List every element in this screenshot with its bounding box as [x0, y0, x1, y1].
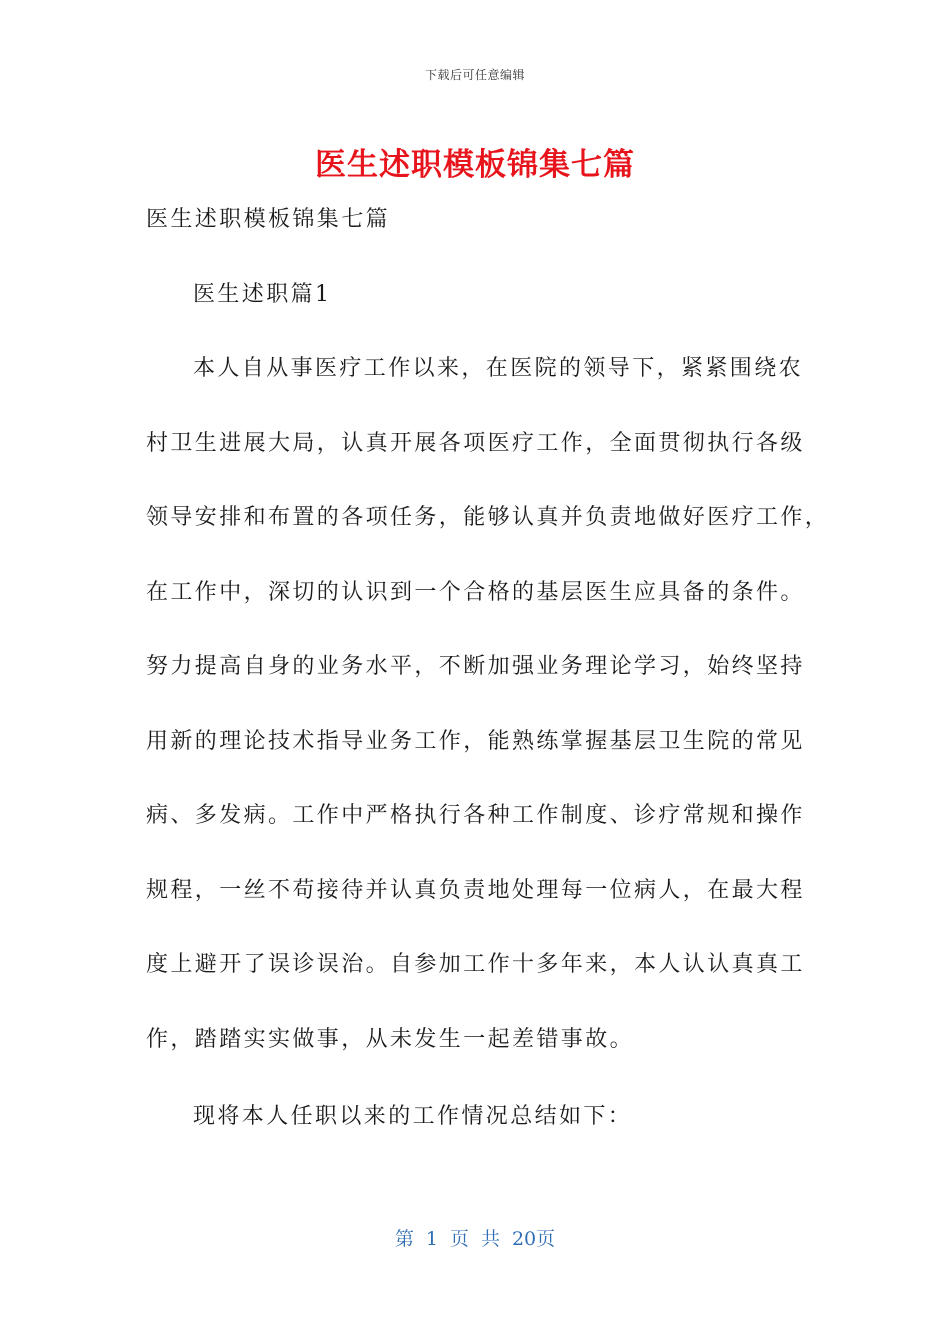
paragraph-line: 努力提高自身的业务水平，不断加强业务理论学习，始终坚持 — [146, 654, 805, 679]
paragraph-line: 用新的理论技术指导业务工作，能熟练掌握基层卫生院的常见 — [146, 729, 805, 754]
footer-page-number: 1 — [425, 1228, 438, 1250]
paragraph-line: 规程，一丝不苟接待并认真负责地处理每一位病人，在最大程 — [146, 878, 805, 903]
paragraph-line: 村卫生进展大局，认真开展各项医疗工作，全面贯彻执行各级 — [146, 431, 805, 456]
footer-page-label: 第 — [394, 1228, 414, 1250]
closing-line: 现将本人任职以来的工作情况总结如下： — [193, 1104, 633, 1129]
paragraph-line: 度上避开了误诊误治。自参加工作十多年来，本人认认真真工 — [146, 952, 805, 977]
document-title: 医生述职模板锦集七篇 — [315, 147, 635, 183]
footer-total-pages: 20页 — [511, 1228, 556, 1250]
paragraph-line: 病、多发病。工作中严格执行各种工作制度、诊疗常规和操作 — [146, 803, 805, 828]
paragraph-line: 在工作中，深切的认识到一个合格的基层医生应具备的条件。 — [146, 580, 805, 605]
paragraph-line: 作，踏踏实实做事，从未发生一起差错事故。 — [146, 1027, 635, 1052]
header-note: 下载后可任意编辑 — [424, 68, 525, 82]
paragraph-line: 领导安排和布置的各项任务，能够认真并负责地做好医疗工作， — [146, 505, 830, 530]
section-heading: 医生述职篇1 — [193, 282, 332, 307]
page-footer — [0, 1224, 950, 1254]
footer-page-suffix: 页 — [449, 1228, 469, 1250]
paragraph-line: 本人自从事医疗工作以来，在医院的领导下，紧紧围绕农 — [193, 356, 804, 381]
footer-total-label: 共 — [480, 1228, 500, 1250]
document-subtitle: 医生述职模板锦集七篇 — [146, 207, 391, 232]
